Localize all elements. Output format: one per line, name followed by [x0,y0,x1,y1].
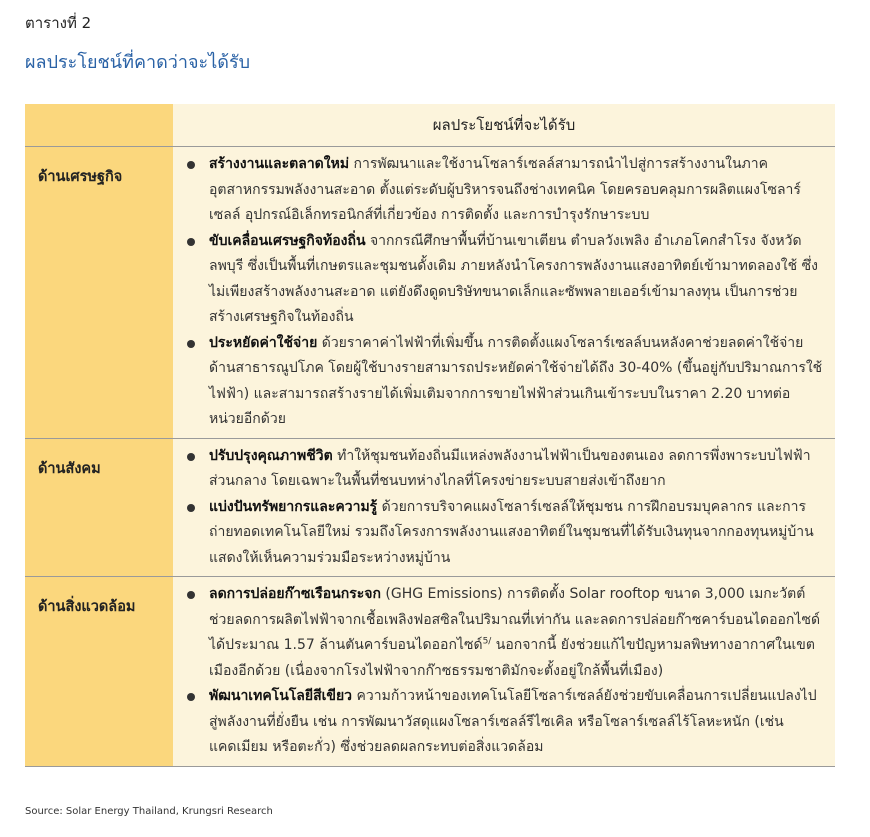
bullet-text: จากกรณีศึกษาพื้นที่บ้านเขาเตียน ตำบลวังเพลิง อำเภอโคกสำโรง จังหวัดลพบุรี ซึ่งเป็นพื้นที่เกษตรและชุมชนดั้งเดิม ภายหลังนำโครงการพลังงานแสงอาทิตย์เข้ามาทดลองใช้ ซึ่งไม่เพียงสร้างพลังงานสะอาด แต่ยังดึงดูดบริษัทขนาดเล็กและซัพพลายเออร์เข้ามาลงทุน เป็นการช่วยสร้างเศรษฐกิจในท้องถิ่น [209,232,818,325]
table-row-social [25,438,835,577]
list-item [183,495,825,572]
table-row-environment [25,577,835,767]
bullet-list [183,152,825,433]
source-note: Source: Solar Energy Thailand, Krungsri Research [25,806,273,817]
table-header-row [25,104,835,147]
bullet-text: ด้วยการบริจาคแผงโซลาร์เซลล์ให้ชุมชน การฝึกอบรมบุคลากร และการถ่ายทอดเทคโนโลยีใหม่ รวมถึงโครงการพลังงานแสงอาทิตย์ในชุมชนที่ได้รับเงินทุนจากกองทุนหมู่บ้าน แสดงให้เห็นความร่วมมือระหว่างหมู่บ้าน [209,498,814,566]
bullet-text-continued: นอกจากนี้ ยังช่วยแก้ไขปัญหามลพิษทางอากาศในเขตเมืองอีกด้วย (เนื่องจากโรงไฟฟ้าจากก๊าซธรรมชาติมักจะตั้งอยู่ใกล้พื้นที่เมือง) [209,637,815,679]
list-item [183,684,825,761]
bullet-list [183,582,825,761]
bullet-lead: ปรับปรุงคุณภาพชีวิต [209,447,333,464]
benefit-cell-social [173,438,835,577]
list-item [183,229,825,331]
bullet-lead: แบ่งปันทรัพยากรและความรู้ [209,498,378,515]
list-item [183,582,825,684]
table-row-economic [25,147,835,439]
bullet-text: ความก้าวหน้าของเทคโนโลยีโซลาร์เซลล์ยังช่วยขับเคลื่อนการเปลี่ยนแปลงไปสู่พลังงานที่ยั่งยืน เช่น การพัฒนาวัสดุแผงโซลาร์เซลล์รีไซเคิล หรือโซลาร์เซลล์ไร้โลหะหนัก (เช่น แคดเมียม หรือตะกั่ว) ซึ่งช่วยลดผลกระทบต่อสิ่งแวดล้อม [209,688,817,755]
bullet-text: (GHG Emissions) การติดตั้ง Solar rooftop ขนาด 3,000 เมกะวัตต์ ช่วยลดการผลิตไฟฟ้าจากเชื้อเพลิงฟอสซิลในปริมาณที่เท่ากัน และลดการปล่อยก๊าซคาร์บอนไดออกไซด์ ได้ประมาณ 1.57 ล้านตันคาร์บอนไดออกไซด์ [209,586,821,653]
footnote-marker: 5/ [482,636,492,647]
benefits-table [25,104,835,767]
bullet-text: ด้วยราคาค่าไฟฟ้าที่เพิ่มขึ้น การติดตั้งแผงโซลาร์เซลล์บนหลังคาช่วยลดค่าใช้จ่ายด้านสาธารณูปโภค โดยผู้ใช้บางรายสามารถประหยัดค่าใช้จ่ายได้ถึง 30-40% (ขึ้นอยู่กับปริมาณการใช้ไฟฟ้า) และสามารถสร้างรายได้เพิ่มเติมจากการขายไฟฟ้าส่วนเกินเข้าระบบในราคา 2.20 บาทต่อหน่วยอีกด้วย [209,334,823,427]
benefit-cell-environment [173,577,835,767]
bullet-text: การพัฒนาและใช้งานโซลาร์เซลล์สามารถนำไปสู่การสร้างงานในภาคอุตสาหกรรมพลังงานสะอาด ตั้งแต่ระดับผู้บริหารจนถึงช่างเทคนิค โดยครอบคลุมการผลิตแผงโซลาร์เซลล์ อุปกรณ์อิเล็กทรอนิกส์ที่เกี่ยวข้อง การติดตั้ง และการบำรุงรักษาระบบ [209,156,801,223]
bullet-text: ทำให้ชุมชนท้องถิ่นมีแหล่งพลังงานไฟฟ้าเป็นของตนเอง ลดการพึ่งพาระบบไฟฟ้าส่วนกลาง โดยเฉพาะในพื้นที่ชนบทห่างไกลที่โครงข่ายระบบสายส่งเข้าถึงยาก [209,447,811,489]
list-item [183,444,825,495]
header-benefit-cell: ผลประโยชน์ที่จะได้รับ [173,104,835,147]
header-category-cell [25,104,173,147]
bullet-lead: ขับเคลื่อนเศรษฐกิจท้องถิ่น [209,232,366,249]
category-economic: ด้านเศรษฐกิจ [25,147,173,439]
bullet-lead: สร้างงานและตลาดใหม่ [209,156,350,172]
bullet-list [183,444,825,572]
benefit-cell-economic [173,147,835,439]
list-item [183,152,825,229]
bullet-lead: ลดการปล่อยก๊าซเรือนกระจก [209,586,381,602]
bullet-lead: พัฒนาเทคโนโลยีสีเขียว [209,688,353,704]
category-social: ด้านสังคม [25,438,173,577]
bullet-lead: ประหยัดค่าใช้จ่าย [209,334,318,351]
list-item [183,331,825,433]
category-environment: ด้านสิ่งแวดล้อม [25,577,173,767]
table-title: ผลประโยชน์ที่คาดว่าจะได้รับ [25,52,251,73]
table-number-label: ตารางที่ 2 [25,14,92,32]
